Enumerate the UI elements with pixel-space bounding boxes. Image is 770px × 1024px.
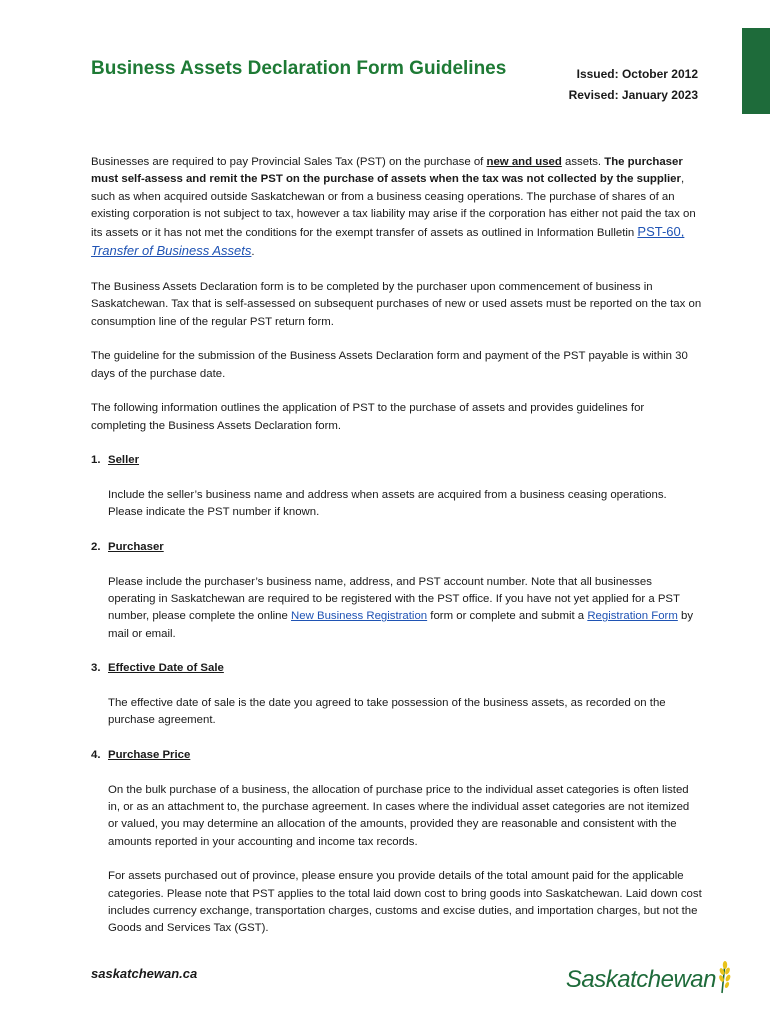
wheat-icon bbox=[716, 960, 732, 994]
intro-text: assets. bbox=[561, 156, 605, 168]
brand-tab bbox=[742, 28, 770, 114]
intro-paragraph-3: The guideline for the submission of the Business Assets Declaration form and payment of the PST payable is within 30 days of the purchase date. bbox=[91, 350, 688, 380]
intro-paragraph-2: The Business Assets Declaration form is to be completed by the purchaser upon commencement of business in Saskatchewan. Tax that is self-assessed on subsequent purchases of new or used assets must be reported on the tax on consumption line of the regular PST return form. bbox=[91, 281, 702, 328]
intro-text: , such as when acquired outside Saskatchewan or from a business ceasing operations. The purchase of shares of an existing corporation is not subject to tax, however a tax liability may arise if the corporation has either not paid the tax on its assets or it has not met the conditions for the exempt transfer of assets as outlined in Information Bulletin bbox=[91, 173, 696, 240]
section-number: 3. bbox=[91, 662, 101, 675]
section-heading-purchaser bbox=[91, 539, 702, 556]
pst-60-link-title: Transfer of Business Assets bbox=[91, 243, 252, 259]
saskatchewan-logo bbox=[566, 960, 732, 994]
new-business-registration-link[interactable]: New Business Registration bbox=[291, 610, 428, 623]
section-heading-purchase-price bbox=[91, 747, 702, 764]
page-title: Business Assets Declaration Form Guidelines bbox=[91, 58, 507, 79]
section-label: Purchase Price bbox=[108, 749, 191, 762]
footer-website: saskatchewan.ca bbox=[91, 966, 198, 981]
purchase-price-paragraph-1: On the bulk purchase of a business, the allocation of purchase price to the individual asset categories is often listed in, or as an attachment to, the purchase agreement. In cases where the individual asset categories are not itemized or valued, you may determine an allocation of the amounts, provided they are reasonable and consistent with the amounts reported in your accounting and income tax records. bbox=[108, 783, 690, 848]
effective-date-paragraph: The effective date of sale is the date you agreed to take possession of the business assets, as recorded on the purchase agreement. bbox=[108, 697, 666, 727]
section-number: 2. bbox=[91, 541, 101, 554]
self-assess-statement: The purchaser must self-assess and remit the PST on the purchase of assets when the tax was not collected by the supplier bbox=[91, 156, 683, 186]
registration-form-link[interactable]: Registration Form bbox=[587, 610, 678, 623]
document-body bbox=[91, 154, 702, 955]
intro-paragraph-4: The following information outlines the application of PST to the purchase of assets and provides guidelines for completing the Business Assets Declaration form. bbox=[91, 402, 645, 432]
seller-paragraph: Include the seller’s business name and address when assets are acquired from a business ceasing operations. Please indicate the PST number if known. bbox=[108, 489, 667, 519]
purchaser-text: by mail or email. bbox=[108, 610, 694, 640]
section-number: 1. bbox=[91, 454, 101, 467]
logo-wordmark: Saskatchewan bbox=[565, 966, 716, 993]
section-label: Seller bbox=[108, 454, 140, 467]
issue-dates bbox=[569, 64, 698, 106]
section-label: Purchaser bbox=[108, 541, 164, 554]
pst-60-link-number: PST-60, bbox=[637, 224, 685, 240]
intro-text: . bbox=[251, 246, 255, 259]
intro-paragraph-1 bbox=[91, 154, 702, 262]
purchaser-paragraph bbox=[91, 574, 702, 643]
purchaser-text: form or complete and submit a bbox=[427, 610, 588, 623]
section-heading-seller bbox=[91, 452, 702, 469]
section-number: 4. bbox=[91, 749, 101, 762]
intro-text: Businesses are required to pay Provincial Sales Tax (PST) on the purchase of bbox=[91, 156, 487, 168]
purchaser-text: Please include the purchaser’s business name, address, and PST account number. Note that all businesses operating in Saskatchewan are required to be registered with the PST office. If you have not yet applied for a PST number, please complete the online bbox=[108, 575, 680, 623]
purchase-price-paragraph-2: For assets purchased out of province, please ensure you provide details of the total amount paid for the applicable categories. Please note that PST applies to the total laid down cost to bring goods into Saskatchewan. Laid down cost includes currency exchange, transportation charges, customs and excise duties, and importation charges, but not the Goods and Services Tax (GST). bbox=[108, 870, 702, 935]
new-and-used-emphasis: new and used bbox=[486, 156, 562, 168]
issued-date: Issued: October 2012 bbox=[576, 67, 698, 81]
section-heading-effective-date bbox=[91, 660, 702, 677]
section-label: Effective Date of Sale bbox=[108, 662, 224, 675]
revised-date: Revised: January 2023 bbox=[568, 88, 698, 102]
